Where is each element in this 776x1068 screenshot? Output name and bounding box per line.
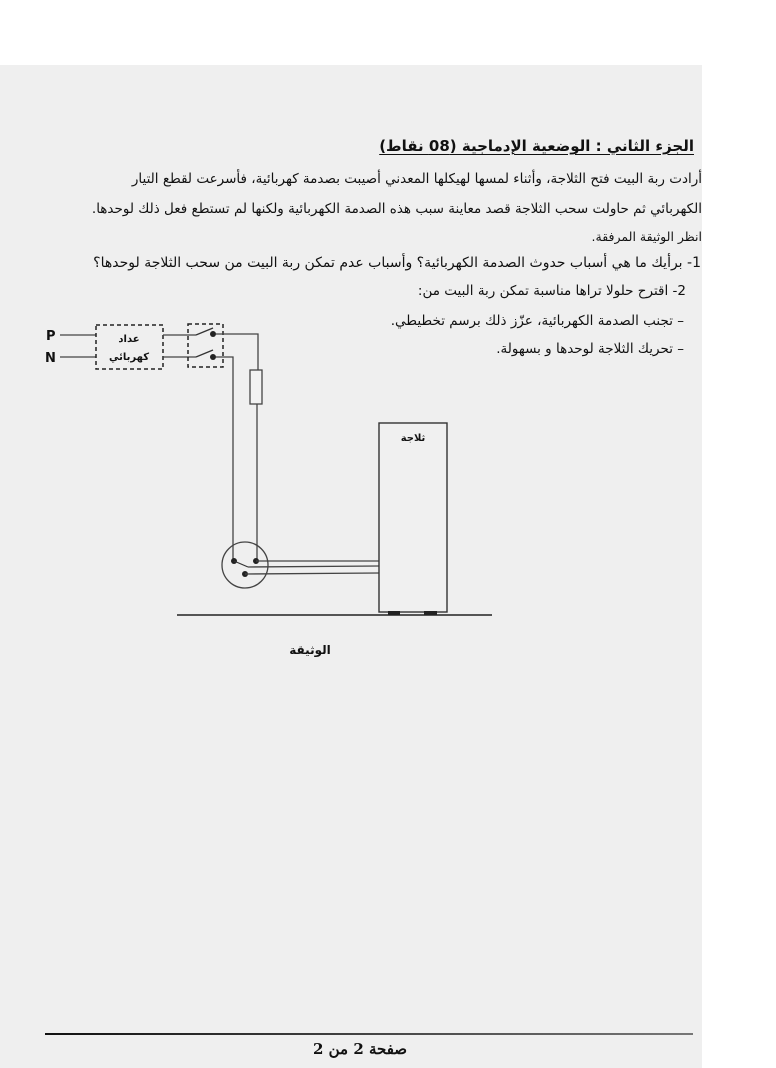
fridge [379,423,447,612]
page-number: صفحة 2 من 2 [312,1040,408,1058]
intro-line-3: انظر الوثيقة المرفقة. [591,229,702,244]
document-caption: الوثيقة [289,643,331,657]
fridge-cable-wire-3 [245,573,379,574]
fuse [250,370,262,404]
phase-switch-contact [210,331,216,337]
footer-divider [45,1033,693,1035]
sub-item-1: – تجنب الصدمة الكهربائية، عزّز ذلك برسم تخطيطي. [390,313,684,329]
phase-label: P [46,329,56,344]
question-1: 1- برأيك ما هي أسباب حدوث الصدمة الكهربائية؟ وأسباب عدم تمكن ربة البيت من سحب الثلاجة لوحدها؟ [93,255,701,271]
section-title: الجزء الثاني : الوضعية الإدماجية (08 نقاط) [379,137,694,155]
sub-item-2: – تحريك الثلاجة لوحدها و بسهولة. [496,341,684,357]
neutral-label: N [45,351,56,366]
neutral-wire-down [216,357,233,561]
intro-line-1: أرادت ربة البيت فتح الثلاجة، وأثناء لمسها لهيكلها المعدني أصيبت بصدمة كهربائية، فأسرعت لقطع التيار [131,171,702,187]
neutral-switch-contact [210,354,216,360]
intro-line-2: الكهربائي ثم حاولت سحب الثلاجة قصد معاينة سبب هذه الصدمة الكهربائية ولكنها لم تستطع فعل ذلك لوحدها. [91,201,702,217]
question-2: 2- اقترح حلولا تراها مناسبة تمكن ربة البيت من: [417,283,686,299]
meter-label-line1: عداد [118,334,140,345]
socket-internal-link [234,561,248,567]
wall-socket [222,542,268,588]
meter-label-line2: كهربائي [108,352,150,363]
fridge-label: ثلاجة [400,433,426,444]
